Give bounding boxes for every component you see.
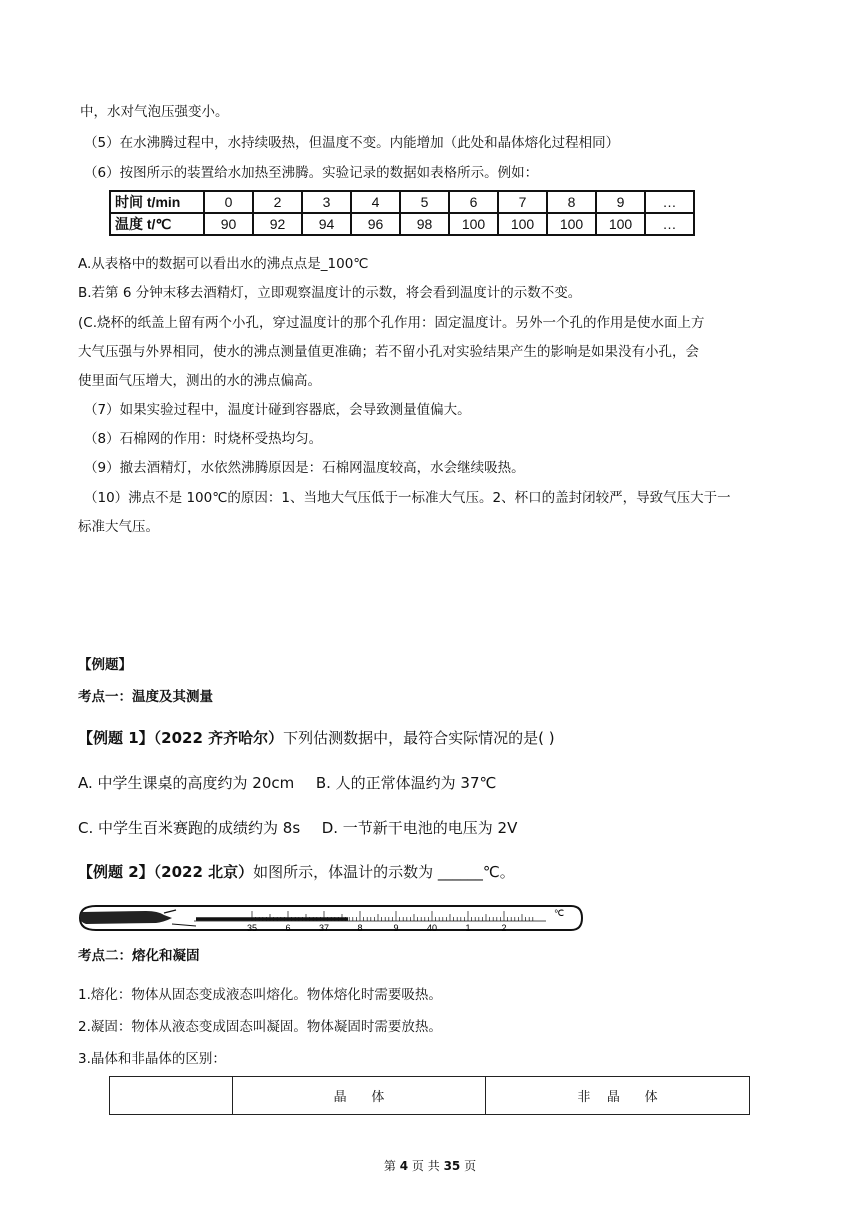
paragraph-line: 标准大气压。 [78,519,159,535]
table-cell: 96 [351,213,400,235]
table-row [110,191,694,213]
definition-line: 1.熔化：物体从固态变成液态叫熔化。物体熔化时需要吸热。 [78,987,442,1003]
table-cell [110,1077,233,1115]
table-cell: 2 [253,191,302,213]
footer-text: 页 [464,1159,477,1173]
unit-label: ℃ [554,908,565,918]
paragraph-line: 使里面气压增大，测出的水的沸点偏高。 [78,373,321,389]
scale-label: 6 [285,923,291,933]
paragraph-line: A.从表格中的数据可以看出水的沸点点是_100℃ [78,256,369,272]
paragraph-line: （7）如果实验过程中，温度计碰到容器底，会导致测量值偏大。 [84,402,471,418]
scale-label: 9 [393,923,399,933]
table-cell: 100 [596,213,645,235]
section-title: 【例题】 [78,657,132,673]
paragraph-line: 大气压强与外界相同，使水的沸点测量值更准确；若不留小孔对实验结果产生的影响是如果没有小孔，会 [78,344,699,360]
topic-heading: 考点二：熔化和凝固 [78,948,200,964]
example-1-options-row-1 [78,773,496,793]
table-cell: 4 [351,191,400,213]
paragraph-line: （5）在水沸腾过程中，水持续吸热，但温度不变。内能增加（此处和晶体熔化过程相同） [84,135,620,151]
option-b: B. 人的正常体温约为 37℃ [315,774,497,792]
example-source: （2022 北京） [153,863,254,881]
table-cell: 98 [400,213,449,235]
paragraph-line: （8）石棉网的作用：时烧杯受热均匀。 [84,431,323,447]
page-footer [0,1157,860,1174]
topic-heading: 考点一：温度及其测量 [78,689,213,705]
crystal-comparison-table [109,1076,750,1115]
scale-label: 8 [357,923,363,933]
definition-line: 3.晶体和非晶体的区别： [78,1051,226,1067]
table-cell: 100 [547,213,596,235]
question-text: 下列估测数据中，最符合实际情况的是( ) [283,729,555,747]
paragraph-line: (C.烧杯的纸盖上留有两个小孔，穿过温度计的那个孔作用：固定温度计。另外一个孔的作用是使水面上方 [78,315,705,331]
example-1-options-row-2 [78,818,517,838]
option-c: C. 中学生百米赛跑的成绩约为 8s [78,819,301,837]
table-cell: 晶 体 [233,1077,486,1115]
paragraph-line: 中，水对气泡压强变小。 [80,104,229,120]
paragraph-line: B.若第 6 分钟末移去酒精灯，立即观察温度计的示数，将会看到温度计的示数不变。 [78,285,582,301]
table-cell: 6 [449,191,498,213]
table-cell: 7 [498,191,547,213]
table-cell: 100 [498,213,547,235]
scale-label: 40 [427,923,438,933]
option-d: D. 一节新干电池的电压为 2V [321,819,518,837]
footer-text: 页 共 [411,1159,440,1173]
table-row [110,213,694,235]
table-row-header: 温度 t/℃ [110,213,204,235]
table-cell: 94 [302,213,351,235]
scale-label: 37 [319,923,330,933]
example-label: 【例题 1】 [78,729,154,747]
scale-label: 35 [247,923,258,933]
example-label: 【例题 2】 [78,863,154,881]
example-2-question [78,862,515,882]
definition-line: 2.凝固：物体从液态变成固态叫凝固。物体凝固时需要放热。 [78,1019,442,1035]
scale-label: 2 [501,923,507,933]
table-cell: 3 [302,191,351,213]
table-cell: 5 [400,191,449,213]
page-total: 35 [443,1159,461,1173]
paragraph-line: （6）按图所示的装置给水加热至沸腾。实验记录的数据如表格所示。例如： [84,165,539,181]
example-source: （2022 齐齐哈尔） [153,729,284,747]
table-cell: 非 晶 体 [486,1077,750,1115]
table-cell: 9 [596,191,645,213]
table-cell: 92 [253,213,302,235]
table-cell: 100 [449,213,498,235]
paragraph-line: （10）沸点不是 100℃的原因：1、当地大气压低于一标准大气压。2、杯口的盖封闭较严，导致气压大于一 [84,490,731,506]
paragraph-line: （9）撤去酒精灯，水依然沸腾原因是：石棉网温度较高，水会继续吸热。 [84,460,525,476]
option-a: A. 中学生课桌的高度约为 20cm [78,774,295,792]
page-number: 4 [399,1159,409,1173]
table-cell: 8 [547,191,596,213]
scale-label: 1 [465,923,471,933]
example-1-question [78,728,555,748]
table-row [110,1077,750,1115]
table-cell: … [645,191,694,213]
boiling-data-table [109,190,695,236]
table-row-header: 时间 t/min [110,191,204,213]
thermometer-bulb [80,911,172,924]
footer-text: 第 [383,1159,396,1173]
table-cell: 0 [204,191,253,213]
table-cell: 90 [204,213,253,235]
thermometer-figure [76,900,586,936]
table-cell: … [645,213,694,235]
question-text: 如图所示，体温计的示数为 ______℃。 [253,863,515,881]
